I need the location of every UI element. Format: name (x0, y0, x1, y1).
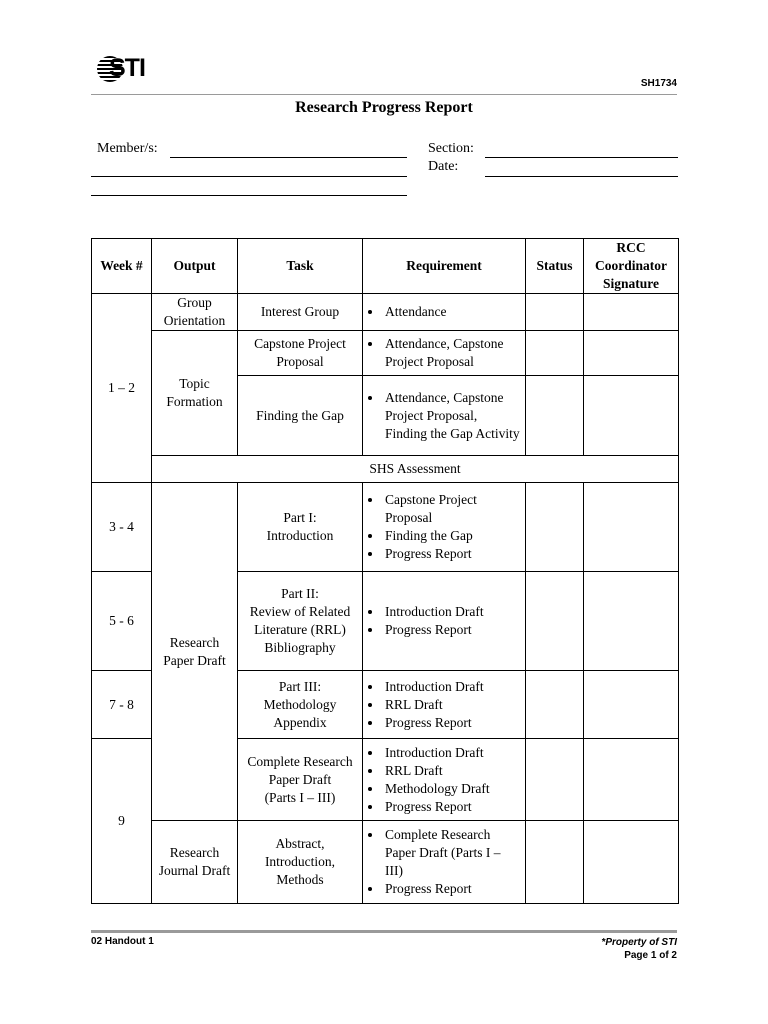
requirement-item: • Capstone Project Proposal (383, 491, 521, 527)
logo-text: STI (109, 54, 145, 82)
table-row (92, 483, 679, 572)
members-field-2[interactable] (91, 176, 407, 177)
shs-assessment-cell: SHS Assessment (152, 456, 679, 483)
status-cell[interactable] (526, 821, 584, 904)
requirement-item: • Progress Report (383, 798, 521, 816)
header-output: Output (152, 239, 238, 294)
task-line: Bibliography (264, 640, 336, 655)
signature-cell[interactable] (584, 671, 679, 739)
task-cell: Interest Group (238, 294, 363, 331)
task-line: Part II: (281, 586, 319, 601)
week-cell: 1 – 2 (92, 294, 152, 483)
requirement-cell (363, 294, 526, 331)
members-field-1[interactable] (170, 157, 407, 158)
header-status: Status (526, 239, 584, 294)
task-cell: Abstract, Introduction, Methods (238, 821, 363, 904)
table-row (92, 331, 679, 376)
requirement-item: • RRL Draft (383, 762, 521, 780)
signature-cell[interactable] (584, 331, 679, 376)
table-row (92, 821, 679, 904)
task-line: Methodology (263, 696, 337, 712)
requirement-cell (363, 572, 526, 671)
requirement-cell (363, 331, 526, 376)
requirement-item: • Introduction Draft (383, 744, 521, 762)
output-cell: Research Journal Draft (152, 821, 238, 904)
requirement-item: • Progress Report (383, 545, 521, 563)
week-cell: 3 - 4 (92, 483, 152, 572)
section-field[interactable] (485, 157, 678, 158)
handout-label: 02 Handout 1 (91, 936, 154, 947)
members-field-3[interactable] (91, 195, 407, 196)
signature-cell[interactable] (584, 376, 679, 456)
status-cell[interactable] (526, 294, 584, 331)
signature-cell[interactable] (584, 572, 679, 671)
status-cell[interactable] (526, 331, 584, 376)
requirement-cell (363, 671, 526, 739)
task-line: (Parts I – III) (264, 789, 336, 805)
requirement-item: • Methodology Draft (383, 780, 521, 798)
week-cell: 7 - 8 (92, 671, 152, 739)
document-code: SH1734 (640, 78, 677, 89)
status-cell[interactable] (526, 739, 584, 821)
footer-divider (91, 930, 677, 933)
requirement-item: • Attendance (383, 303, 521, 321)
footer-right (601, 936, 677, 962)
page-number: Page 1 of 2 (624, 950, 677, 961)
week-cell: 9 (92, 739, 152, 904)
table-header-row (92, 239, 679, 294)
requirement-cell (363, 739, 526, 821)
task-line: Review of Related Literature (RRL) (249, 604, 351, 637)
signature-cell[interactable] (584, 294, 679, 331)
output-cell: Topic Formation (152, 331, 238, 456)
task-line: Part III: (278, 678, 322, 694)
requirement-item: • Attendance, Capstone Project Proposal (383, 335, 521, 371)
status-cell[interactable] (526, 572, 584, 671)
task-cell: Capstone Project Proposal (238, 331, 363, 376)
requirement-item: • Finding the Gap (383, 527, 521, 545)
task-cell (238, 572, 363, 671)
task-cell (238, 739, 363, 821)
output-cell: Group Orientation (152, 294, 238, 331)
task-cell (238, 671, 363, 739)
task-line: Appendix (273, 714, 327, 730)
week-cell: 5 - 6 (92, 572, 152, 671)
requirement-item: • Progress Report (383, 714, 521, 732)
status-cell[interactable] (526, 483, 584, 572)
signature-cell[interactable] (584, 483, 679, 572)
task-cell: Finding the Gap (238, 376, 363, 456)
header-divider (91, 94, 677, 95)
date-label: Date: (428, 159, 459, 174)
header-week: Week # (92, 239, 152, 294)
header-requirement: Requirement (363, 239, 526, 294)
requirement-item: • Attendance, Capstone Project Proposal, Finding the Gap Activity (383, 389, 521, 443)
requirement-item: • Progress Report (383, 621, 521, 639)
table-row (92, 294, 679, 331)
requirement-cell (363, 376, 526, 456)
page-title: Research Progress Report (295, 99, 473, 116)
requirement-item: • Introduction Draft (383, 678, 521, 696)
date-field[interactable] (485, 176, 678, 177)
requirement-item: • Introduction Draft (383, 603, 521, 621)
progress-table (91, 238, 679, 904)
sti-logo (97, 54, 157, 82)
requirement-cell (363, 821, 526, 904)
task-cell: Part I: Introduction (238, 483, 363, 572)
header-signature: RCC Coordinator Signature (584, 239, 679, 294)
table-row (92, 456, 679, 483)
requirement-cell (363, 483, 526, 572)
task-line: Complete Research Paper Draft (247, 753, 353, 787)
property-note: *Property of STI (601, 937, 677, 948)
status-cell[interactable] (526, 376, 584, 456)
signature-cell[interactable] (584, 739, 679, 821)
status-cell[interactable] (526, 671, 584, 739)
members-label: Member/s: (97, 141, 158, 156)
requirement-item: • RRL Draft (383, 696, 521, 714)
header-task: Task (238, 239, 363, 294)
requirement-item: • Complete Research Paper Draft (Parts I – III) (383, 826, 521, 880)
output-cell: Research Paper Draft (152, 483, 238, 821)
section-label: Section: (428, 141, 474, 156)
signature-cell[interactable] (584, 821, 679, 904)
requirement-item: • Progress Report (383, 880, 521, 898)
